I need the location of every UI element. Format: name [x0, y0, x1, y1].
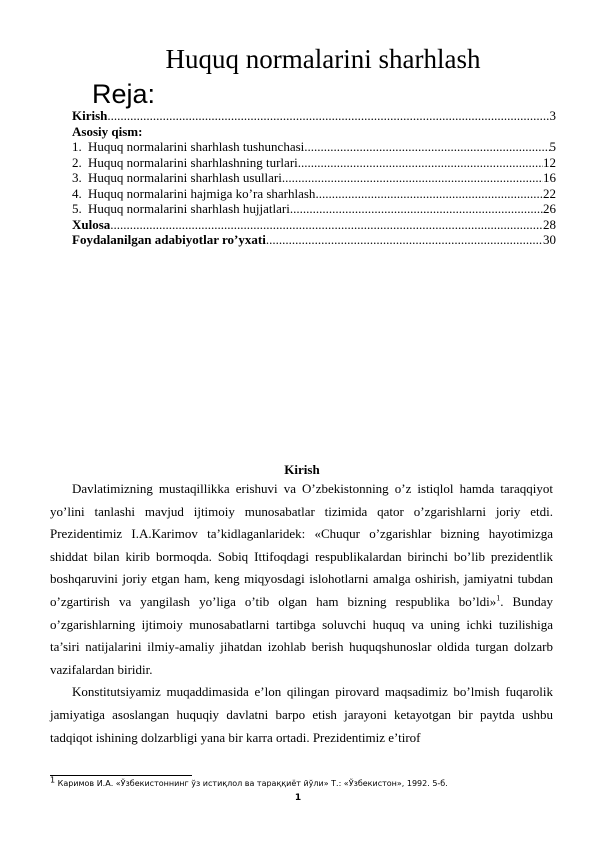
toc-leader-dots: [315, 186, 543, 202]
toc-entry-number: 5.: [72, 201, 82, 216]
toc-main-heading: Asosiy qism:: [72, 123, 143, 139]
paragraph-text: Davlatimizning mustaqillikka erishuvi va O’zbekistonning o’z istiqlol hamda taraqqiyot yo’lini tanlashi mavjud ijtimoiy munosabatlar tizimida qator o’zgarishlarni joriy etdi. Prezidentimiz I.A.Karimov ta’kidlaganlaridek: «Chuqur o’zgarishlar bizning hayotimizga shiddat bilan kirib bormoqda. Sobiq Ittifoqdagi respublikalardan birinchi bo’lib prezidentlik boshqaruvini joriy etgan ham, keng miqyosdagi islohotlarni amalga oshirish, jamiyatni tubdan o’zgartirish va yangilash yo’liga o’tib olgan ham bizning respublika bo’ldi»: [50, 481, 553, 609]
toc-entry-label: Huquq normalarini sharhlash tushunchasi: [88, 139, 305, 154]
toc-entry-page: 22: [543, 185, 556, 201]
toc-entry-label: Huquq normalarini sharhlashning turlari: [88, 154, 298, 170]
toc-leader-dots: [107, 108, 549, 124]
toc-leader-dots: [282, 170, 543, 186]
section-title-intro: Kirish: [284, 462, 320, 477]
toc-entry-number: 1.: [72, 139, 82, 154]
footnote-separator: [50, 775, 192, 776]
toc-entry-label: Kirish: [72, 108, 108, 123]
toc-entry-page: 3: [549, 108, 556, 123]
toc-entry-intro: [72, 108, 556, 124]
toc-entry-page: 30: [543, 232, 556, 247]
toc-entry-references: [72, 232, 556, 248]
paragraph-2: [50, 681, 553, 749]
footnote-text: Каримов И.А. «Ўзбекистоннинг ўз истиқлол ва тараққиёт йўли» Т.: «Ўзбекистон», 1992. 5-б.: [57, 779, 448, 788]
toc-entry-2: [72, 155, 556, 171]
toc-leader-dots: [304, 139, 549, 155]
toc-entry-page: 16: [543, 170, 556, 185]
page-number: 1: [294, 793, 302, 803]
toc-leader-dots: [298, 155, 543, 171]
toc-entry-page: 5: [549, 139, 556, 154]
body-text: [50, 478, 553, 749]
footnote-number: 1: [50, 775, 56, 785]
toc-entry-5: [72, 201, 556, 217]
plan-heading: Reja:: [92, 79, 156, 109]
toc-entry-number: 2.: [72, 154, 82, 170]
footnote-marker: 1: [496, 593, 501, 603]
toc-entry-label: Huquq normalarini hajmiga ko’ra sharhlash: [88, 185, 316, 201]
toc-entry-label: Huquq normalarini sharhlash hujjatlari: [88, 201, 290, 216]
toc-entry-page: 26: [543, 201, 556, 216]
paragraph-text-continued: . Bunday o’zgarishlarning ijtimoiy munosabatlarni tartibga soluvchi huquq va uning ichki tuzilishiga ta’siri natijalarini ilmiy-amaliy jihatdan izohlab berish huquqshunoslar oldida turgan dolzarb vazifalardan biridir.: [50, 593, 553, 677]
toc-entry-conclusion: [72, 217, 556, 233]
toc-entry-page: 28: [543, 216, 556, 232]
toc-entry-label: Xulosa: [72, 216, 111, 232]
toc-entry-4: [72, 186, 556, 202]
toc-leader-dots: [290, 201, 543, 217]
table-of-contents: [72, 108, 556, 248]
footnote: [50, 775, 553, 789]
toc-entry-number: 4.: [72, 185, 82, 201]
paragraph-1: [50, 478, 553, 681]
document-title: Huquq normalarini sharhlash: [165, 44, 481, 74]
toc-leader-dots: [266, 232, 543, 248]
toc-entry-3: [72, 170, 556, 186]
toc-entry-page: 12: [543, 154, 556, 170]
toc-leader-dots: [110, 217, 543, 233]
toc-entry-label: Foydalanilgan adabiyotlar ro’yxati: [72, 232, 266, 247]
toc-entry-1: [72, 139, 556, 155]
toc-entry-number: 3.: [72, 170, 82, 185]
paragraph-text: Konstitutsiyamiz muqaddimasida e’lon qilingan pirovard maqsadimiz bo’lmish fuqarolik jamiyatiga asoslangan huquqiy davlatni barpo etish jarayoni ketayotgan bir paytda ushbu tadqiqot ishining dolzarbligi yana bir karra ortadi. Prezidentimiz e’tirof: [50, 684, 553, 745]
toc-entry-label: Huquq normalarini sharhlash usullari: [88, 170, 282, 185]
